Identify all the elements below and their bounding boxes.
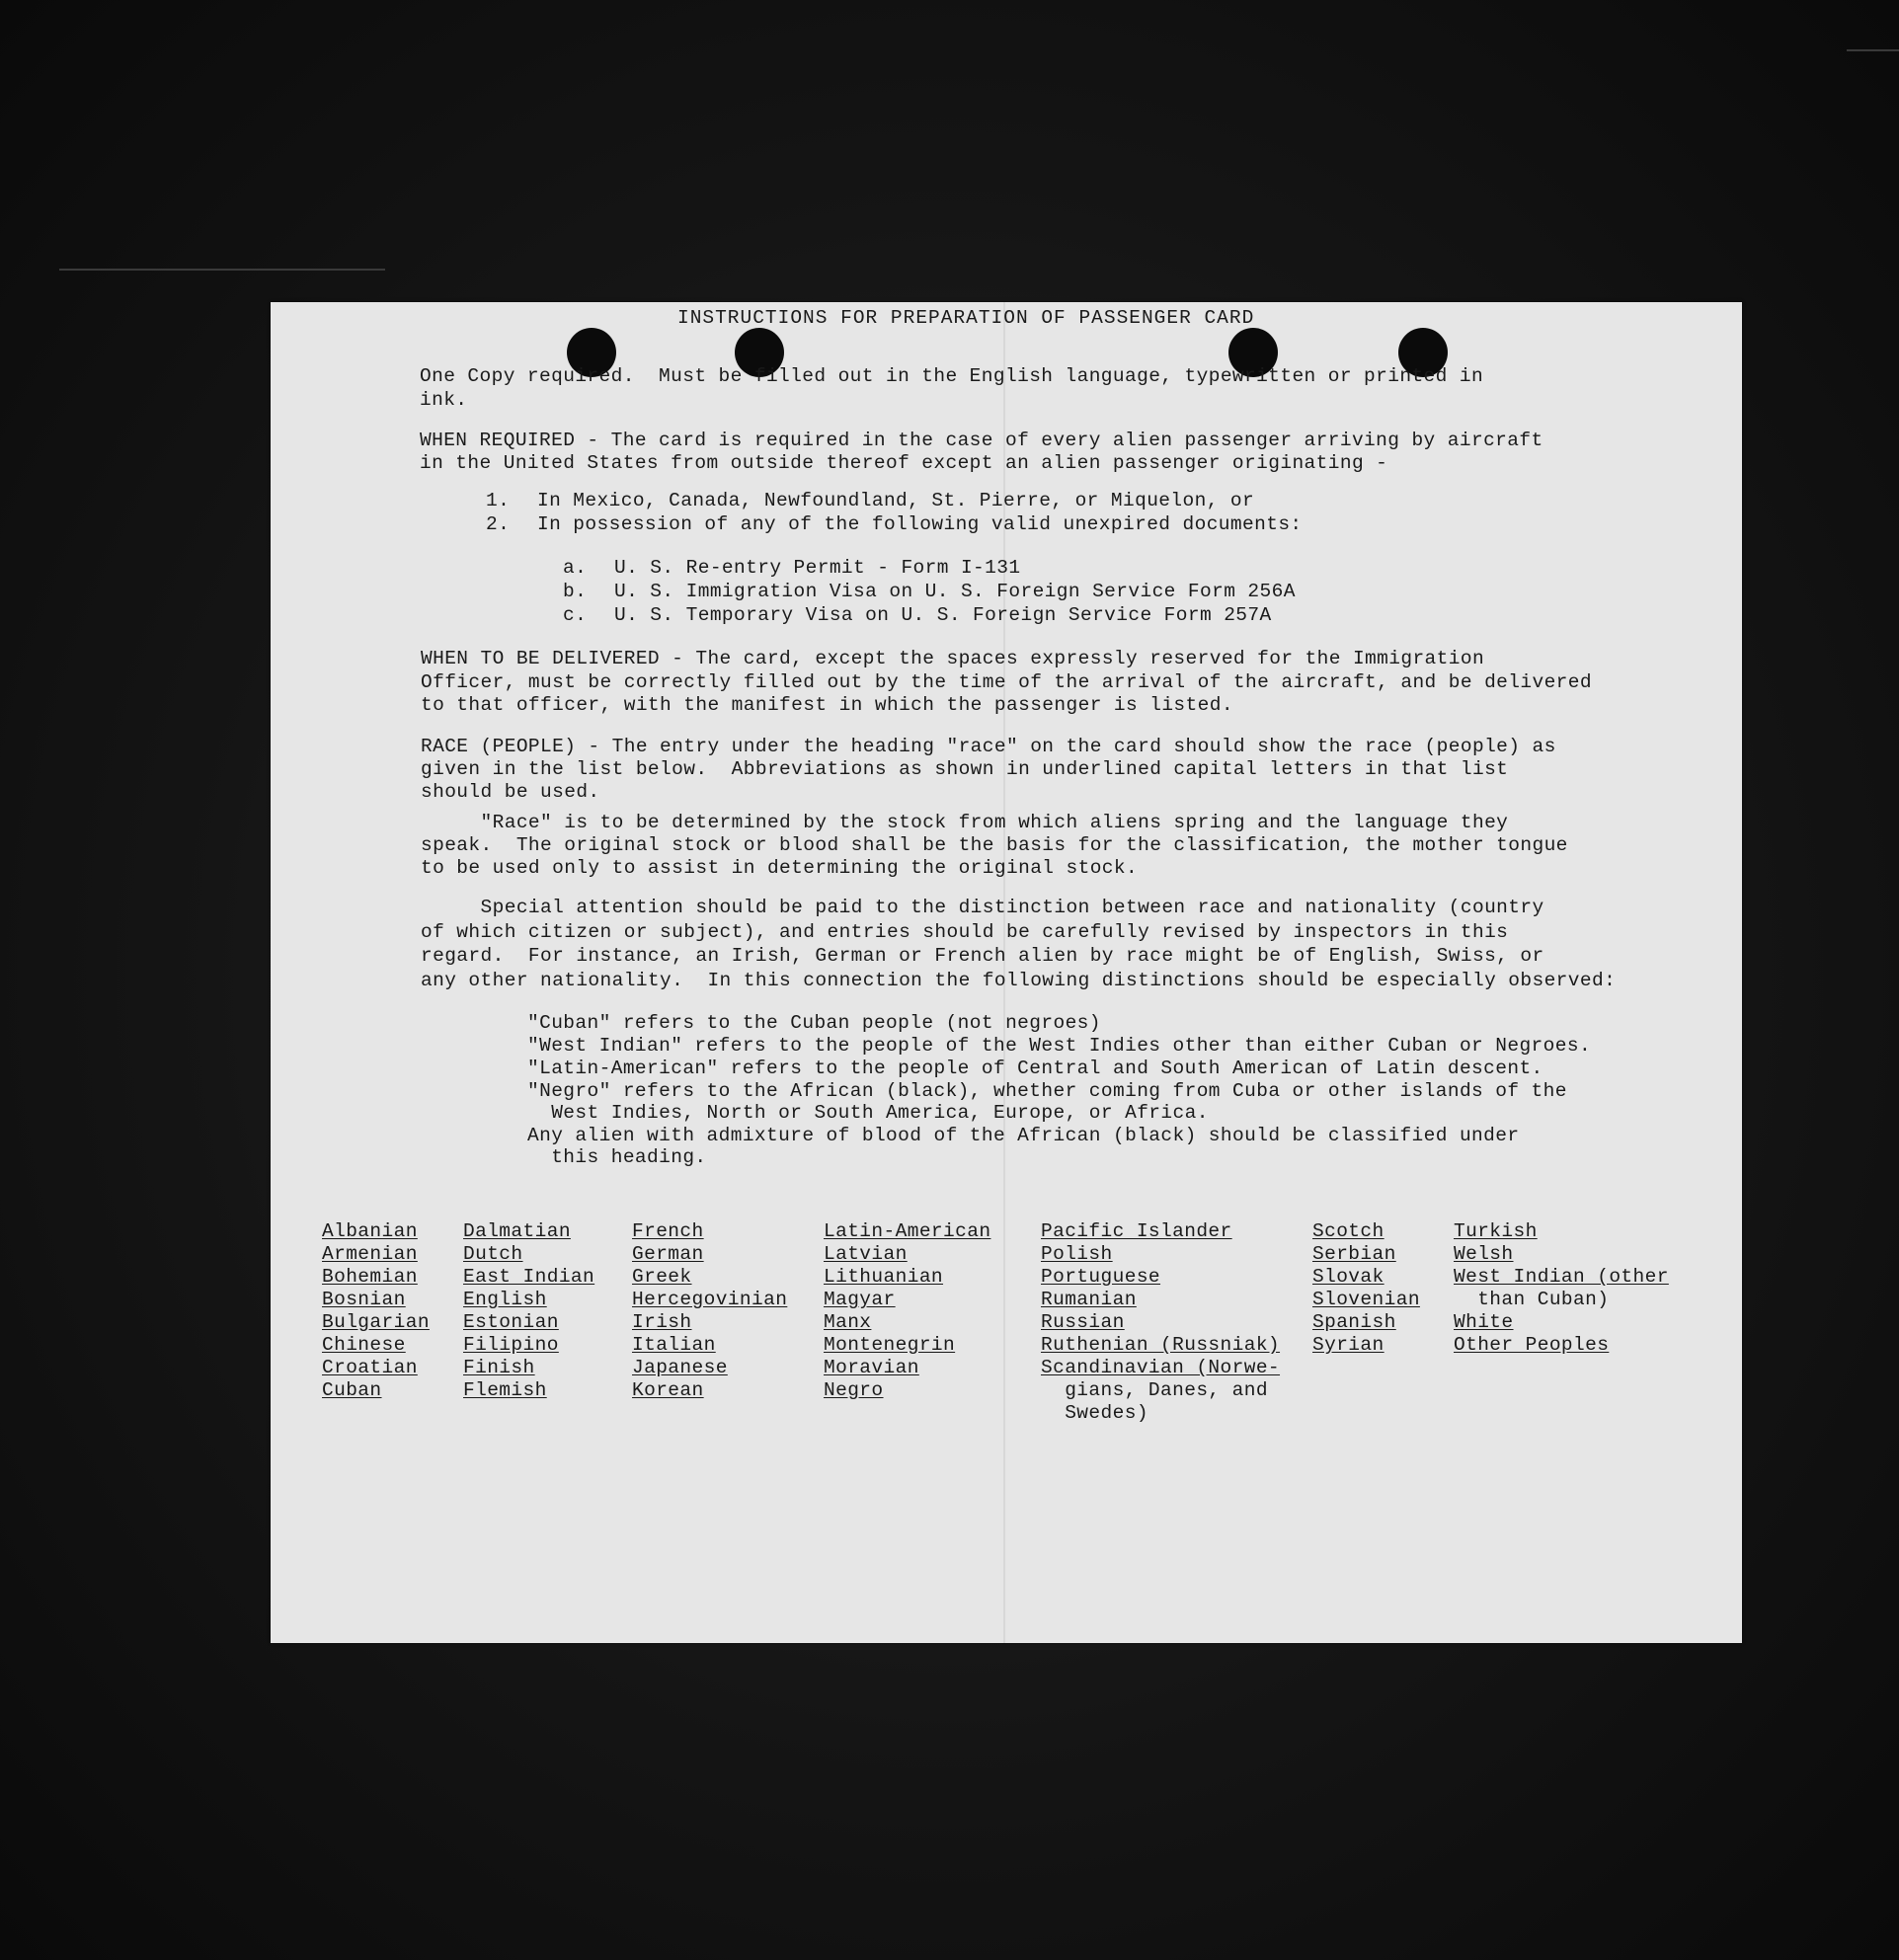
race-list-item: Scandinavian (Norwe- [1041,1357,1281,1378]
document-item: U. S. Temporary Visa on U. S. Foreign Service Form 257A [614,604,1272,626]
race-list-item: Japanese [632,1357,728,1378]
distinction-line: Any alien with admixture of blood of the African (black) should be classified under [527,1125,1520,1146]
when-required-line: in the United States from outside thereof except an alien passenger originating - [420,452,1388,474]
race-list-item: Magyar [824,1289,896,1310]
race-list-item: Other Peoples [1454,1334,1610,1356]
race-list-item: Hercegovinian [632,1289,788,1310]
race-list-item: Latin-American [824,1220,991,1242]
race-list-item: Russian [1041,1311,1125,1333]
distinction-line: this heading. [527,1146,707,1168]
race-list-item: than Cuban) [1454,1289,1610,1310]
race-list-item: Slovak [1312,1266,1385,1288]
race-list-item: Cuban [322,1379,382,1401]
race-list-column [1041,1220,1280,1425]
document-marker: a. [563,557,588,579]
race-list-column [322,1220,430,1402]
race-list-item: Ruthenian (Russniak) [1041,1334,1281,1356]
intro-line: One Copy required. Must be filled out in the English language, typewritten or printed in [420,365,1484,387]
race-list-item: Bosnian [322,1289,406,1310]
numbered-marker: 2. [486,513,511,535]
scan-edge-line [1847,49,1899,51]
race-list-item: Montenegrin [824,1334,956,1356]
special-attention-line: of which citizen or subject), and entries should be carefully revised by inspectors in this [421,921,1509,943]
race-list-item: Moravian [824,1357,919,1378]
race-list-item: East Indian [463,1266,595,1288]
race-list-column [824,1220,990,1402]
numbered-item: In possession of any of the following valid unexpired documents: [537,513,1303,535]
distinction-line: "West Indian" refers to the people of the West Indies other than either Cuban or Negroes. [527,1035,1592,1057]
race-list-item: Bohemian [322,1266,418,1288]
race-list-item: Chinese [322,1334,406,1356]
document-item: U. S. Immigration Visa on U. S. Foreign Service Form 256A [614,581,1296,602]
when-required-line: WHEN REQUIRED - The card is required in the case of every alien passenger arriving by aircraft [420,430,1543,451]
race-intro-line: given in the list below. Abbreviations as shown in underlined capital letters in that list [421,758,1509,780]
race-list-column [1454,1220,1669,1357]
race-list-item: English [463,1289,547,1310]
distinction-line: "Negro" refers to the African (black), whether coming from Cuba or other islands of the [527,1080,1567,1102]
race-list-item: Filipino [463,1334,559,1356]
document-marker: c. [563,604,588,626]
race-list-item: White [1454,1311,1514,1333]
race-list-item: Swedes) [1041,1402,1148,1424]
race-list-column [632,1220,787,1402]
race-definition-line: "Race" is to be determined by the stock from which aliens spring and the language they [421,812,1509,833]
race-list-item: West Indian (other [1454,1266,1669,1288]
race-list-item: Slovenian [1312,1289,1420,1310]
race-list-item: Albanian [322,1220,418,1242]
document-item: U. S. Re-entry Permit - Form I-131 [614,557,1021,579]
page-title: INSTRUCTIONS FOR PREPARATION OF PASSENGER CARD [677,307,1255,329]
race-list-item: Croatian [322,1357,418,1378]
race-list-item: Bulgarian [322,1311,430,1333]
race-list-item: Polish [1041,1243,1113,1265]
scan-edge-line [59,269,385,271]
race-list-item: Flemish [463,1379,547,1401]
race-list-item: Negro [824,1379,884,1401]
distinction-line: "Latin-American" refers to the people of Central and South American of Latin descent. [527,1058,1543,1079]
special-attention-line: Special attention should be paid to the distinction between race and nationality (country [421,897,1544,918]
race-list-item: Armenian [322,1243,418,1265]
race-list-item: Portuguese [1041,1266,1161,1288]
special-attention-line: regard. For instance, an Irish, German or French alien by race might be of English, Swiss, or [421,945,1544,967]
document-marker: b. [563,581,588,602]
race-intro-line: RACE (PEOPLE) - The entry under the heading "race" on the card should show the race (people) as [421,736,1556,757]
special-attention-line: any other nationality. In this connection the following distinctions should be especially observed: [421,970,1617,991]
race-list-item: Dutch [463,1243,523,1265]
race-list-item: Spanish [1312,1311,1396,1333]
race-list-item: Scotch [1312,1220,1385,1242]
when-delivered-line: WHEN TO BE DELIVERED - The card, except the spaces expressly reserved for the Immigration [421,648,1485,669]
race-list-item: Irish [632,1311,692,1333]
passenger-card-instructions-page [271,302,1742,1643]
race-list-item: French [632,1220,704,1242]
race-list-item: Serbian [1312,1243,1396,1265]
race-definition-line: to be used only to assist in determining the original stock. [421,857,1139,879]
race-list-item: Pacific Islander [1041,1220,1232,1242]
race-list-item: Turkish [1454,1220,1538,1242]
race-list-item: Estonian [463,1311,559,1333]
distinction-line: West Indies, North or South America, Europe, or Africa. [527,1102,1209,1124]
distinction-line: "Cuban" refers to the Cuban people (not negroes) [527,1012,1101,1034]
race-list-item: Finish [463,1357,535,1378]
race-list-item: Korean [632,1379,704,1401]
intro-line: ink. [420,389,468,411]
numbered-marker: 1. [486,490,511,511]
race-list-item: Manx [824,1311,872,1333]
numbered-item: In Mexico, Canada, Newfoundland, St. Pierre, or Miquelon, or [537,490,1255,511]
race-list-item: Dalmatian [463,1220,571,1242]
race-list-item: Latvian [824,1243,908,1265]
race-definition-line: speak. The original stock or blood shall be the basis for the classification, the mother tongue [421,834,1568,856]
race-list-item: Rumanian [1041,1289,1137,1310]
race-list-column [463,1220,594,1402]
when-delivered-line: to that officer, with the manifest in which the passenger is listed. [421,694,1233,716]
race-list-item: Italian [632,1334,716,1356]
race-intro-line: should be used. [421,781,600,803]
when-delivered-line: Officer, must be correctly filled out by the time of the arrival of the aircraft, and be delivered [421,671,1592,693]
race-list-item: Syrian [1312,1334,1385,1356]
race-list-item: gians, Danes, and [1041,1379,1268,1401]
race-list-item: German [632,1243,704,1265]
race-list-column [1312,1220,1420,1357]
race-list-item: Lithuanian [824,1266,944,1288]
race-list-item: Welsh [1454,1243,1514,1265]
race-list-item: Greek [632,1266,692,1288]
